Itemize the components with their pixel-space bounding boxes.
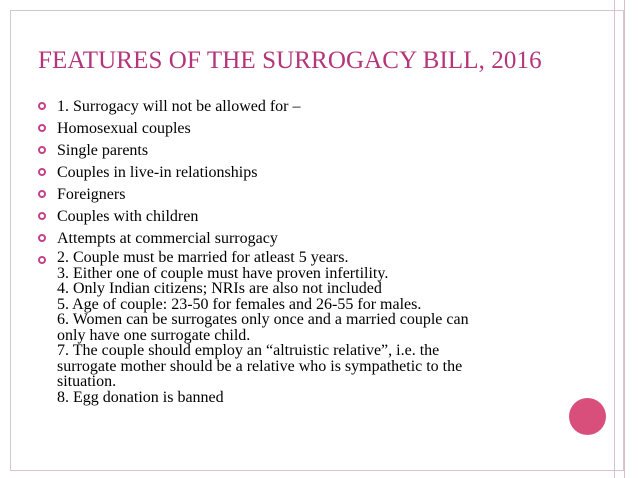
right-border-line-outer: [624, 0, 625, 478]
list-item: [38, 184, 578, 206]
slide-title: [38, 46, 542, 76]
bullet-text: Homosexual couples: [57, 120, 191, 137]
title-part: , 2016: [478, 47, 542, 74]
list-item: [38, 206, 578, 228]
title-part: S: [262, 47, 277, 74]
list-item: [38, 250, 578, 405]
list-item: [38, 140, 578, 162]
title-part: F: [38, 47, 53, 74]
bullet-text: Single parents: [57, 142, 149, 159]
bullet-text: Attempts at commercial surrogacy: [57, 230, 278, 247]
right-border-line: [614, 0, 615, 478]
bullet-text-line: 5. Age of couple: 23-50 for females and 26-55 for males.: [57, 295, 422, 313]
bullet-text-line: 8. Egg donation is banned: [57, 388, 224, 406]
bullet-list: [38, 96, 578, 405]
ring-bullet-icon: [38, 146, 46, 154]
bullet-text: Couples with children: [57, 208, 199, 225]
bullet-text-line: situation.: [57, 373, 117, 390]
ring-bullet-icon: [38, 256, 46, 264]
title-part: EATURES OF THE: [52, 47, 263, 74]
bullet-text: Foreigners: [57, 186, 126, 203]
bullet-text-line: only have one surrogate child.: [57, 326, 251, 344]
title-part: B: [422, 47, 440, 74]
bullet-text-line: surrogate mother should be a relative who is sympathetic to the: [57, 357, 463, 375]
list-item: [38, 228, 578, 250]
ring-bullet-icon: [38, 212, 46, 220]
list-item: [38, 118, 578, 140]
ring-bullet-icon: [38, 168, 46, 176]
bullet-text-line: 7. The couple should employ an “altruistic relative”, i.e. the: [57, 342, 440, 359]
bullet-text-line: 6. Women can be surrogates only once and a married couple can: [57, 311, 469, 328]
bullet-text-line: 4. Only Indian citizens; NRIs are also not included: [57, 280, 382, 297]
list-item: [38, 162, 578, 184]
ring-bullet-icon: [38, 102, 46, 110]
bullet-text-line: 3. Either one of couple must have proven infertility.: [57, 264, 389, 282]
title-part: ILL: [439, 47, 479, 74]
list-item: [38, 96, 578, 118]
bullet-text: 1. Surrogacy will not be allowed for –: [57, 98, 301, 115]
bullet-text: Couples in live-in relationships: [57, 164, 258, 181]
accent-circle: [569, 398, 606, 435]
ring-bullet-icon: [38, 234, 46, 242]
ring-bullet-icon: [38, 124, 46, 132]
title-part: URROGACY: [276, 47, 423, 74]
bullet-text-line: 2. Couple must be married for atleast 5 years.: [57, 249, 349, 266]
ring-bullet-icon: [38, 190, 46, 198]
